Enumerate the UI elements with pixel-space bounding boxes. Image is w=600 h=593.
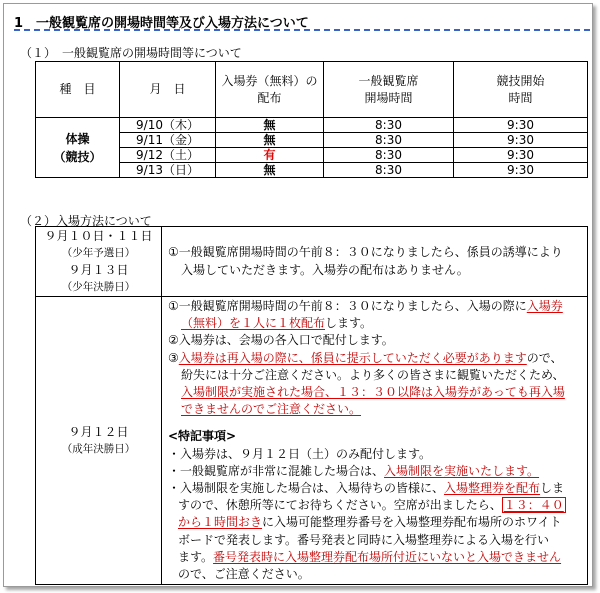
date-cell: 9/13（日） — [120, 163, 216, 178]
table-row — [36, 227, 588, 297]
date-cell: 9/10（木） — [120, 118, 216, 133]
table-row — [36, 118, 588, 133]
open-time-cell: 8:30 — [324, 163, 454, 178]
open-time-cell: 8:30 — [324, 133, 454, 148]
open-time-cell: 8:30 — [324, 148, 454, 163]
date-cell: 9/12（土） — [120, 148, 216, 163]
opening-hours-table — [35, 61, 588, 178]
header-ticket: 入場券（無料）の 配布 — [216, 62, 324, 118]
open-time-cell: 8:30 — [324, 118, 454, 133]
preliminary-days-cell: ９月１０日・１１日 （少年予選日） ９月１３日 （少年決勝日） — [36, 227, 162, 297]
header-start-time: 競技開始 時間 — [454, 62, 588, 118]
start-time-cell: 9:30 — [454, 148, 588, 163]
ticket-cell: 無 — [216, 118, 324, 133]
date-cell: 9/11（金） — [120, 133, 216, 148]
header-date: 月 日 — [120, 62, 216, 118]
heading-divider — [14, 29, 590, 31]
final-day-text: ①一般観覧席開場時間の午前８：３０になりましたら、入場の際に入場券 （無料）を１人に１枚配布します。 ②入場券は、会場の各入口で配付します。 ③入場券は再入場の際に、係員に提示していただく必要がありますので、 紛失には十分ご注意ください。より多くの皆さまに観覧いただくため、 入場制限が実施された場合、１３：３０以降は入場券があっても再入場 できませんのでご注意ください。 <特記事項> ・入場券は、９月１２日（土）のみ配付します。 ・一般観覧席が非常に混雑した場合は、入場制限を実施いたします。 ・入場制限を実施した場合は、入場待ちの皆様に、入場整理券を配布しま すので、休憩所等にてお待ちください。空席が出ましたら、 １３：４０ から１時間おきに入場可能整理券番号を入場整理券配布場所のホワイト ボードで発表します。番号発表と同時に入場整理券による入場を行い ます。番号発表時に入場整理券配布場所付近にいないと入場できません ので、ご注意ください。 — [162, 297, 588, 585]
start-time-cell: 9:30 — [454, 163, 588, 178]
preliminary-days-text: ①一般観覧席開場時間の午前８：３０になりましたら、係員の誘導により 入場していただきます。入場券の配布はありません。 — [162, 227, 588, 297]
header-event: 種 目 — [36, 62, 120, 118]
section2-title: （２）入場方法について — [20, 214, 152, 228]
final-day-cell: ９月１２日 （成年決勝日） — [36, 297, 162, 585]
table-row — [36, 297, 588, 585]
table-header-row — [36, 62, 588, 118]
entry-method-table — [35, 226, 588, 585]
page-heading: 1 一般観覧席の開場時間等及び入場方法について — [14, 16, 309, 31]
ticket-cell: 無 — [216, 133, 324, 148]
start-time-cell: 9:30 — [454, 118, 588, 133]
event-cell: 体操 （競技） — [36, 118, 120, 178]
document-frame — [3, 3, 593, 587]
section1-title: （１） 一般観覧席の開場時間等について — [20, 46, 242, 60]
start-time-cell: 9:30 — [454, 133, 588, 148]
ticket-cell-highlight: 有 — [216, 148, 324, 163]
ticket-cell: 無 — [216, 163, 324, 178]
notes-title: <特記事項> — [168, 429, 237, 444]
header-open-time: 一般観覧席 開場時間 — [324, 62, 454, 118]
